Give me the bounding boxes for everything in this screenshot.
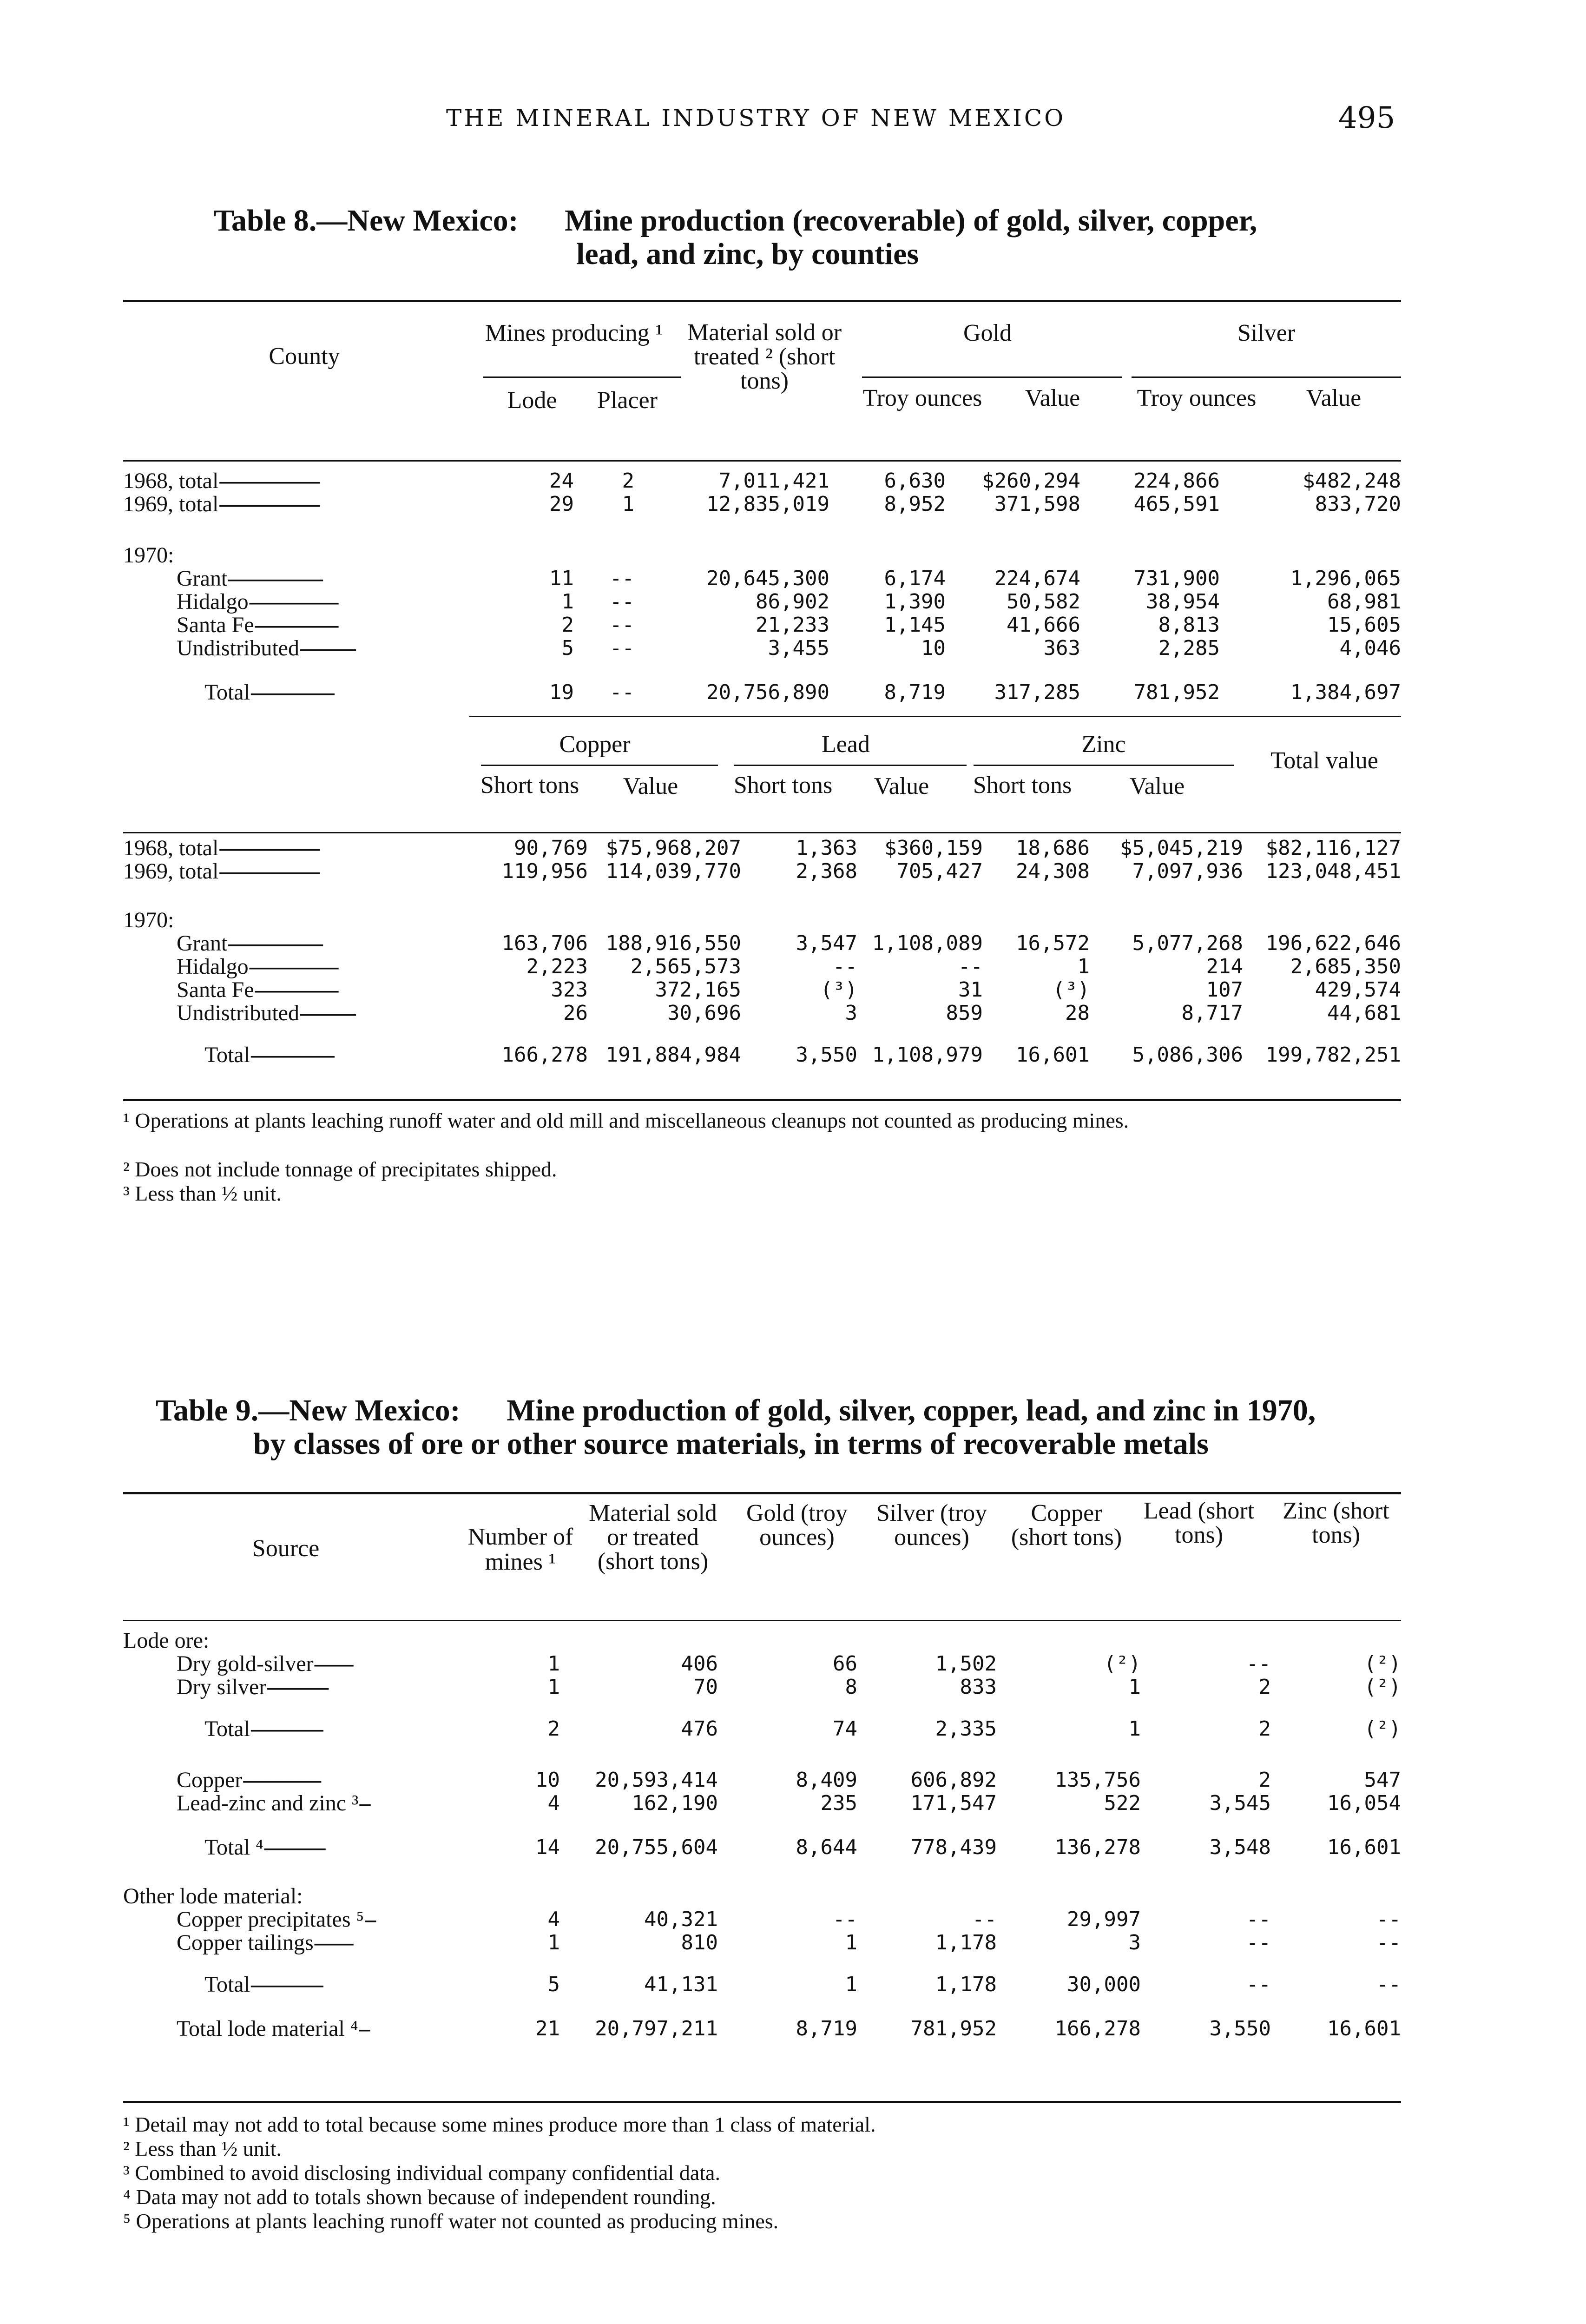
table9-title-line1: Mine production of gold, silver, copper, lead, and zinc in 1970, — [507, 1393, 1316, 1427]
table-row — [123, 1002, 1401, 1025]
table9-body — [123, 1629, 1401, 2040]
cell-lead-tons: -- — [833, 955, 857, 978]
cell-zinc-value: 5,086,306 — [1132, 1043, 1243, 1067]
cell-material: 162,190 — [632, 1791, 718, 1815]
cell-material: 20,755,604 — [595, 1835, 718, 1859]
cell-material: 810 — [681, 1931, 718, 1954]
cell-lead: -- — [1246, 1652, 1271, 1676]
cell-copper: 3 — [1128, 1931, 1141, 1954]
row-label: 1968, total------------------ — [123, 469, 319, 493]
cell-copper-value: 188,916,550 — [605, 931, 741, 955]
cell-total-value: 429,574 — [1315, 978, 1401, 1002]
table8-footnote-2: ² Does not include tonnage of precipitates shipped. — [123, 1157, 557, 1181]
cell-gold: 8,409 — [796, 1768, 857, 1792]
cell-copper: 30,000 — [1067, 1973, 1141, 1996]
cell-lead-value: 1,108,979 — [872, 1043, 983, 1067]
cell-copper-value: 191,884,984 — [605, 1043, 741, 1067]
cell-total-value: 123,048,451 — [1265, 859, 1401, 883]
cell-gold: 1 — [845, 1931, 857, 1954]
cell-copper-tons: 163,706 — [501, 931, 588, 955]
cell-copper-value: 372,165 — [655, 978, 741, 1002]
cell-lead: -- — [1246, 1931, 1271, 1954]
cell-zinc-tons: 16,601 — [1016, 1043, 1090, 1067]
cell-copper-tons: 166,278 — [501, 1043, 588, 1067]
cell-copper-value: 114,039,770 — [605, 859, 741, 883]
row-label: Total--------------- — [204, 1043, 334, 1067]
row-label: Grant----------------- — [177, 931, 322, 956]
cell-copper: 522 — [1104, 1791, 1141, 1815]
cell-silver-oz: 781,952 — [1133, 680, 1220, 704]
cell-gold-value: 371,598 — [994, 492, 1080, 516]
cell-silver-oz: 38,954 — [1146, 590, 1220, 614]
cell-mines: 4 — [547, 1908, 560, 1931]
header-lead: Lead — [822, 731, 870, 758]
cell-copper: 166,278 — [1054, 2017, 1141, 2040]
cell-gold: 8,644 — [796, 1835, 857, 1859]
row-label: 1969, total------------------ — [123, 492, 319, 516]
cell-gold-oz: 10 — [921, 636, 946, 660]
table-row — [123, 469, 1401, 493]
cell-total-value: 196,622,646 — [1265, 931, 1401, 955]
cell-total-value: 199,782,251 — [1265, 1043, 1401, 1067]
row-label: Undistributed---------- — [177, 1001, 355, 1025]
cell-zinc: -- — [1376, 1908, 1401, 1931]
table9-footnote-1: ¹ Detail may not add to total because some mines produce more than 1 class of material. — [123, 2113, 876, 2136]
header-county: County — [269, 343, 340, 370]
header-copper-value: Value — [623, 773, 678, 799]
cell-silver-value: $482,248 — [1303, 469, 1401, 493]
cell-silver: 606,892 — [910, 1768, 997, 1792]
cell-copper-value: 2,565,573 — [630, 955, 741, 978]
cell-gold-value: 363 — [1043, 636, 1080, 660]
row-label-1970: 1970: — [123, 543, 174, 568]
cell-material: 20,645,300 — [706, 567, 829, 590]
cell-material: 70 — [693, 1675, 718, 1699]
table-row — [123, 637, 1401, 660]
header-silver-value: Value — [1306, 385, 1362, 411]
cell-silver: -- — [972, 1908, 997, 1931]
cell-gold-value: 317,285 — [994, 680, 1080, 704]
cell-placer: 2 — [622, 469, 634, 493]
cell-gold-oz: 1,145 — [884, 613, 946, 637]
cell-lode: 24 — [549, 469, 574, 493]
header-gold: Gold — [963, 320, 1012, 346]
cell-lead-value: 31 — [958, 978, 983, 1002]
cell-gold-value: 41,666 — [1007, 613, 1080, 637]
cell-zinc-tons: 1 — [1077, 955, 1090, 978]
row-label: 1969, total------------------ — [123, 859, 319, 884]
table8-footnote-3: ³ Less than ½ unit. — [123, 1182, 282, 1205]
cell-gold-oz: 8,952 — [884, 492, 946, 516]
cell-material: 406 — [681, 1652, 718, 1676]
row-label: Grant----------------- — [177, 566, 322, 591]
header-copper-short-tons: Short tons — [480, 772, 579, 799]
row-label: Hidalgo---------------- — [177, 589, 338, 614]
rule-lead — [734, 765, 967, 766]
cell-copper: 1 — [1128, 1717, 1141, 1741]
cell-copper: 135,756 — [1054, 1768, 1141, 1792]
table-row — [123, 614, 1401, 637]
table-row — [123, 567, 1401, 590]
header-zinc: Zinc (short tons) — [1283, 1498, 1389, 1548]
cell-lead: 3,548 — [1209, 1835, 1271, 1859]
table9-footnote-5: ⁵ Operations at plants leaching runoff water not counted as producing mines. — [123, 2209, 779, 2233]
cell-material: 20,756,890 — [706, 680, 829, 704]
cell-zinc-value: 8,717 — [1181, 1001, 1243, 1025]
header-silver-troy: Troy ounces — [1137, 385, 1257, 411]
cell-silver: 2,335 — [935, 1717, 997, 1741]
cell-lead-tons: (³) — [820, 978, 857, 1002]
table8-bottom-rule — [123, 1099, 1401, 1101]
header-silver: Silver (troy ounces) — [876, 1500, 987, 1551]
header-gold-value: Value — [1025, 385, 1080, 411]
header-total-value: Total value — [1270, 747, 1378, 774]
table-row — [123, 909, 1401, 932]
cell-lead-value: 705,427 — [896, 859, 983, 883]
cell-placer: -- — [610, 613, 634, 637]
header-material: Material sold or treated ² (short tons) — [687, 319, 842, 394]
cell-material: 20,593,414 — [595, 1768, 718, 1792]
cell-lead-tons: 3 — [845, 1001, 857, 1025]
cell-lode: 19 — [549, 680, 574, 704]
rule-gold — [862, 376, 1122, 378]
cell-copper-tons: 2,223 — [526, 955, 588, 978]
table-row-total — [123, 1717, 1401, 1741]
header-placer: Placer — [597, 387, 658, 414]
cell-gold: 8 — [845, 1675, 857, 1699]
cell-lead-value: -- — [958, 955, 983, 978]
cell-zinc-value: 5,077,268 — [1132, 931, 1243, 955]
cell-material: 21,233 — [756, 613, 829, 637]
cell-zinc-tons: 16,572 — [1016, 931, 1090, 955]
table8-part1-body — [123, 469, 1401, 704]
row-label: Copper tailings------- — [177, 1930, 353, 1955]
cell-silver-value: 833,720 — [1315, 492, 1401, 516]
cell-lead: 3,550 — [1209, 2017, 1271, 2040]
header-lead-short-tons: Short tons — [733, 772, 833, 799]
table9-bottom-rule — [123, 2101, 1401, 2103]
table8-caption — [0, 202, 1586, 281]
header-source: Source — [252, 1535, 320, 1562]
cell-zinc: 547 — [1364, 1768, 1401, 1792]
cell-silver-value: 68,981 — [1327, 590, 1401, 614]
table9-footnote-3: ³ Combined to avoid disclosing individual company confidential data. — [123, 2161, 720, 2185]
cell-lead-tons: 3,550 — [796, 1043, 857, 1067]
cell-lead-value: $360,159 — [884, 836, 983, 860]
table-row — [123, 1931, 1401, 1954]
cell-gold: 66 — [833, 1652, 857, 1676]
table-row-total — [123, 1973, 1401, 1996]
table9-caption — [0, 1392, 1586, 1471]
cell-gold: 8,719 — [796, 2017, 857, 2040]
table8-label: Table 8.—New Mexico: — [214, 204, 519, 238]
table8-footnote-1: ¹ Operations at plants leaching runoff water and old mill and miscellaneous cleanups not counted as producing mines. — [123, 1109, 1129, 1132]
cell-copper-tons: 119,956 — [501, 859, 588, 883]
row-label: Total--------------- — [204, 680, 334, 705]
row-label: Total lode material ⁴-- — [177, 2016, 369, 2041]
cell-lead: -- — [1246, 1973, 1271, 1996]
cell-lead: 2 — [1258, 1768, 1271, 1792]
cell-material: 40,321 — [644, 1908, 718, 1931]
cell-placer: -- — [610, 567, 634, 590]
cell-mines: 14 — [535, 1835, 560, 1859]
cell-silver-oz: 465,591 — [1133, 492, 1220, 516]
cell-lode: 1 — [561, 590, 574, 614]
cell-zinc: 16,601 — [1327, 1835, 1401, 1859]
cell-copper-tons: 90,769 — [514, 836, 588, 860]
cell-mines: 4 — [547, 1791, 560, 1815]
cell-copper-value: $75,968,207 — [605, 836, 741, 860]
cell-total-value: 2,685,350 — [1290, 955, 1401, 978]
table-row — [123, 1792, 1401, 1815]
cell-silver: 1,178 — [935, 1931, 997, 1954]
cell-gold-oz: 6,630 — [884, 469, 946, 493]
page-number: 495 — [1338, 101, 1395, 135]
cell-material: 12,835,019 — [706, 492, 829, 516]
cell-material: 7,011,421 — [718, 469, 829, 493]
table-row-total — [123, 1043, 1401, 1067]
row-label: Total ⁴----------- — [204, 1835, 325, 1860]
cell-gold-oz: 8,719 — [884, 680, 946, 704]
header-zinc-short-tons: Short tons — [973, 772, 1072, 799]
rule-copper — [481, 765, 718, 766]
row-label-1970: 1970: — [123, 908, 174, 932]
cell-silver: 778,439 — [910, 1835, 997, 1859]
cell-zinc-tons: 18,686 — [1016, 836, 1090, 860]
cell-material: 86,902 — [756, 590, 829, 614]
row-label: Santa Fe--------------- — [177, 977, 338, 1002]
table-row — [123, 493, 1401, 516]
cell-copper: 136,278 — [1054, 1835, 1141, 1859]
cell-total-value: 44,681 — [1327, 1001, 1401, 1025]
row-label: Hidalgo---------------- — [177, 954, 338, 979]
cell-gold-value: $260,294 — [982, 469, 1080, 493]
cell-mines: 1 — [547, 1675, 560, 1699]
table-row — [123, 837, 1401, 860]
cell-placer: 1 — [622, 492, 634, 516]
cell-lead-value: 1,108,089 — [872, 931, 983, 955]
row-label: Undistributed---------- — [177, 636, 355, 660]
cell-silver: 833 — [960, 1675, 997, 1699]
table-row — [123, 544, 1401, 567]
table9-title-line2: by classes of ore or other source materials, in terms of recoverable metals — [253, 1427, 1209, 1461]
table-row — [123, 978, 1401, 1002]
row-label: Copper precipitates ⁵-- — [177, 1907, 375, 1932]
table-row — [123, 1676, 1401, 1699]
table-row — [123, 860, 1401, 883]
table9-label: Table 9.—New Mexico: — [156, 1393, 461, 1427]
cell-silver: 1,502 — [935, 1652, 997, 1676]
cell-lead-value: 859 — [946, 1001, 983, 1025]
cell-copper: 1 — [1128, 1675, 1141, 1699]
cell-lode: 29 — [549, 492, 574, 516]
cell-lode: 5 — [561, 636, 574, 660]
cell-copper-tons: 26 — [563, 1001, 588, 1025]
cell-gold-value: 50,582 — [1007, 590, 1080, 614]
row-label: Dry silver----------- — [177, 1675, 328, 1699]
cell-silver-oz: 8,813 — [1158, 613, 1220, 637]
cell-copper-tons: 323 — [551, 978, 588, 1002]
cell-silver-value: 1,296,065 — [1290, 567, 1401, 590]
header-material: Material sold or treated (short tons) — [589, 1500, 717, 1575]
group-label-other-lode: Other lode material: — [123, 1884, 303, 1908]
table-row — [123, 1908, 1401, 1931]
cell-lode: 2 — [561, 613, 574, 637]
cell-mines: 2 — [547, 1717, 560, 1741]
table-row — [123, 1629, 1401, 1652]
cell-silver-value: 4,046 — [1339, 636, 1401, 660]
header-copper: Copper (short tons) — [1011, 1500, 1122, 1551]
header-number-of-mines: Number of mines ¹ — [467, 1524, 573, 1575]
table-row-total — [123, 1836, 1401, 1859]
cell-material: 20,797,211 — [595, 2017, 718, 2040]
table8-title-line2: lead, and zinc, by counties — [576, 237, 919, 271]
table8-header-rule — [123, 460, 1401, 462]
cell-mines: 1 — [547, 1652, 560, 1676]
rule-zinc — [974, 765, 1234, 766]
header-silver: Silver — [1237, 320, 1296, 346]
cell-mines: 10 — [535, 1768, 560, 1792]
cell-gold: 1 — [845, 1973, 857, 1996]
header-zinc-value: Value — [1129, 773, 1185, 799]
cell-lead-tons: 2,368 — [796, 859, 857, 883]
table-row — [123, 955, 1401, 978]
row-label: Santa Fe--------------- — [177, 613, 338, 637]
cell-material: 476 — [681, 1717, 718, 1741]
table8-title-line1: Mine production (recoverable) of gold, silver, copper, — [565, 204, 1257, 238]
cell-copper-value: 30,696 — [667, 1001, 741, 1025]
rule-silver — [1132, 376, 1401, 378]
cell-gold-value: 224,674 — [994, 567, 1080, 590]
table-row-total — [123, 681, 1401, 704]
page-header — [0, 101, 1586, 142]
cell-silver: 1,178 — [935, 1973, 997, 1996]
header-lead: Lead (short tons) — [1143, 1498, 1255, 1548]
cell-material: 3,455 — [768, 636, 829, 660]
cell-lead-tons: 1,363 — [796, 836, 857, 860]
row-label: Total------------- — [204, 1717, 322, 1741]
cell-zinc: -- — [1376, 1973, 1401, 1996]
cell-zinc-value: 107 — [1206, 978, 1243, 1002]
cell-zinc-tons: (³) — [1053, 978, 1090, 1002]
cell-silver: 781,952 — [910, 2017, 997, 2040]
cell-placer: -- — [610, 590, 634, 614]
header-lead-value: Value — [874, 773, 929, 799]
header-copper: Copper — [559, 731, 631, 758]
table-row — [123, 1885, 1401, 1908]
cell-gold-oz: 1,390 — [884, 590, 946, 614]
table8-part2-header — [123, 720, 1401, 832]
header-mines-producing: Mines producing ¹ — [485, 320, 663, 346]
cell-material: 41,131 — [644, 1973, 718, 1996]
cell-zinc: -- — [1376, 1931, 1401, 1954]
cell-zinc: 16,054 — [1327, 1791, 1401, 1815]
cell-silver-oz: 2,285 — [1158, 636, 1220, 660]
group-label-lode-ore: Lode ore: — [123, 1628, 210, 1653]
row-label: Lead-zinc and zinc ³-- — [177, 1791, 370, 1816]
cell-gold: -- — [833, 1908, 857, 1931]
table-row — [123, 590, 1401, 614]
cell-mines: 1 — [547, 1931, 560, 1954]
cell-gold: 235 — [820, 1791, 857, 1815]
cell-zinc: (²) — [1364, 1652, 1401, 1676]
cell-zinc-tons: 24,308 — [1016, 859, 1090, 883]
cell-lode: 11 — [549, 567, 574, 590]
cell-gold: 74 — [833, 1717, 857, 1741]
cell-lead: 2 — [1258, 1717, 1271, 1741]
cell-gold-oz: 6,174 — [884, 567, 946, 590]
table8-part2-body — [123, 837, 1401, 1067]
table9-footnote-2: ² Less than ½ unit. — [123, 2137, 282, 2160]
cell-silver-oz: 224,866 — [1133, 469, 1220, 493]
running-head: THE MINERAL INDUSTRY OF NEW MEXICO — [446, 105, 1066, 132]
cell-silver-oz: 731,900 — [1133, 567, 1220, 590]
cell-total-value: $82,116,127 — [1265, 836, 1401, 860]
cell-zinc: 16,601 — [1327, 2017, 1401, 2040]
cell-zinc-value: 7,097,936 — [1132, 859, 1243, 883]
table-row — [123, 1769, 1401, 1792]
cell-zinc-value: $5,045,219 — [1120, 836, 1243, 860]
table-row-grand-total — [123, 2017, 1401, 2040]
row-label: 1968, total------------------ — [123, 836, 319, 860]
table8-part2-top-rule — [469, 716, 1401, 717]
cell-mines: 21 — [535, 2017, 560, 2040]
row-label: Dry gold-silver------- — [177, 1651, 353, 1676]
cell-zinc-tons: 28 — [1065, 1001, 1090, 1025]
cell-copper: (²) — [1104, 1652, 1141, 1676]
table9-header-rule — [123, 1620, 1401, 1621]
cell-zinc: (²) — [1364, 1717, 1401, 1741]
header-zinc: Zinc — [1081, 731, 1126, 758]
cell-placer: -- — [610, 636, 634, 660]
header-lode: Lode — [507, 387, 557, 414]
table-row — [123, 932, 1401, 955]
table-row — [123, 1652, 1401, 1676]
cell-zinc: (²) — [1364, 1675, 1401, 1699]
table8-header — [123, 307, 1401, 465]
cell-lead: 3,545 — [1209, 1791, 1271, 1815]
table9-footnote-4: ⁴ Data may not add to totals shown because of independent rounding. — [123, 2185, 716, 2209]
table9-header — [123, 1499, 1401, 1620]
row-label: Total------------- — [204, 1972, 322, 1997]
rule-mines — [483, 376, 681, 378]
cell-silver-value: 15,605 — [1327, 613, 1401, 637]
cell-silver-value: 1,384,697 — [1290, 680, 1401, 704]
cell-lead-tons: 3,547 — [796, 931, 857, 955]
cell-placer: -- — [610, 680, 634, 704]
cell-zinc-value: 214 — [1206, 955, 1243, 978]
table9-top-rule — [123, 1492, 1401, 1494]
header-gold-troy: Troy ounces — [862, 385, 982, 411]
cell-copper: 29,997 — [1067, 1908, 1141, 1931]
table8-top-rule — [123, 300, 1401, 302]
row-label: Copper-------------- — [177, 1768, 321, 1792]
cell-mines: 5 — [547, 1973, 560, 1996]
cell-lead: -- — [1246, 1908, 1271, 1931]
cell-silver: 171,547 — [910, 1791, 997, 1815]
table8-part2-header-rule — [123, 832, 1401, 833]
header-gold: Gold (troy ounces) — [746, 1500, 848, 1551]
cell-lead: 2 — [1258, 1675, 1271, 1699]
